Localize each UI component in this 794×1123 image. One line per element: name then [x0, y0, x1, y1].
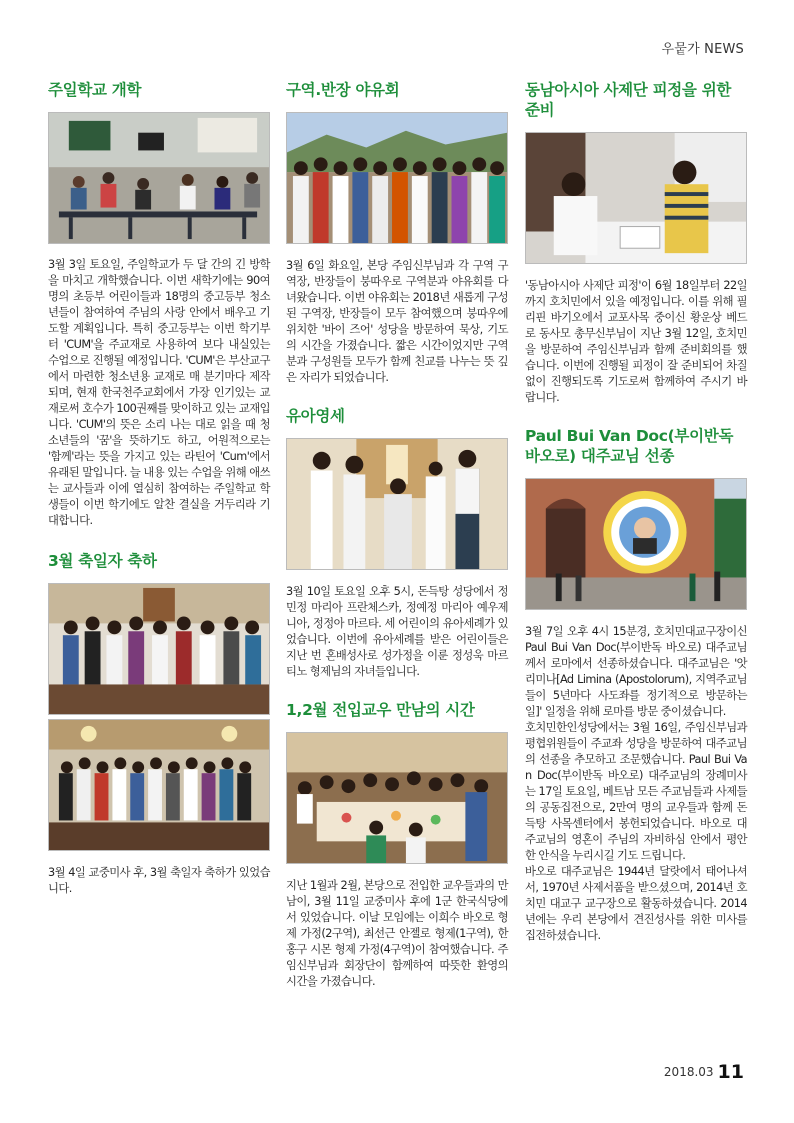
- archbishop-text-1: 3월 7일 오후 4시 15분경, 호치민대교구장이신 Paul Bui Van Doc(부이반독 바오로) 대주교님께서 로마에서 선종하셨습니다. 대주교님은 '앗리미나[Ad Limina (Apostolorum), 지역주교님들이 5년마다 사도좌를 정기적으로 방문하는 일]' 일정을 위해 로마를 방문 중이셨습니다.: [525, 625, 747, 718]
- new-parishioners-text: 지난 1월과 2월, 본당으로 전입한 교우들과의 만남이, 3월 11일 교중미사 후에 1군 한국식당에서 있었습니다. 이날 모임에는 이희수 바오로 형제 가정(2구역), 최선근 안젤로 형제(1구역), 한홍구 시몬 형제 가정(4구역)이 참여했습니다. 주임신부님과 회장단이 함께하여 따뜻한 환영의 시간을 가졌습니다.: [286, 879, 508, 988]
- column-left: [48, 80, 270, 897]
- column-middle: [286, 80, 508, 990]
- birthdays-heading: 3월 축일자 축하: [48, 552, 157, 570]
- sunday-school-heading: 주일학교 개학: [48, 81, 142, 99]
- newsletter-title: 우뭍가 NEWS: [661, 42, 744, 57]
- infant-baptism-photo: [286, 438, 508, 570]
- archbishop-heading: Paul Bui Van Doc(부이반독 바오로) 대주교님 선종: [525, 427, 734, 465]
- birthdays-photo-1: [48, 583, 270, 715]
- column-right: [525, 80, 747, 944]
- district-text: 3월 6일 화요일, 본당 주임신부님과 각 구역 구역장, 반장들이 붕따우로 구역분과 야유회를 다녀왔습니다. 이번 야유회는 2018년 새롭게 구성된 구역장, 반장들이 모두 참여했으며 붕따우에 위치한 '바이 즈어' 성당을 방문하여 묵상, 기도의 시간을 가졌습니다. 짧은 시간이었지만 구역분과 구성원들 모두가 함께 친교를 나누는 뜻 깊은 자리가 되었습니다.: [286, 259, 508, 384]
- archbishop-text-3: 바오로 대주교님은 1944년 달랏에서 태어나셔서, 1970년 사제서품을 받으셨으며, 2014년 호치민 대교구 교구장으로 활동하셨습니다. 2014년에는 우리 본당에서 견진성사를 위한 미사를 집전하셨습니다.: [525, 865, 747, 942]
- priest-retreat-photo: [525, 132, 747, 264]
- new-parishioners-heading: 1,2월 전입교우 만남의 시간: [286, 701, 475, 719]
- birthdays-text: 3월 4일 교중미사 후, 3월 축일자 축하가 있었습니다.: [48, 866, 270, 895]
- new-parishioners-photo: [286, 732, 508, 864]
- priest-retreat-text: '동남아시아 사제단 피정'이 6월 18일부터 22일까지 호치민에서 있을 예정입니다. 이를 위해 필리핀 바기오에서 교포사목 중이신 황운상 베드로 동사모 총무신부님이 지난 3월 12일, 호치민을 방문하여 주임신부님과 함께 준비회의를 했습니다. 이번에 진행될 피정이 잘 준비되어 차질 없이 진행되도록 기도로써 함께하여 주시기 바랍니다.: [525, 279, 747, 404]
- sunday-school-photo: [48, 112, 270, 244]
- district-heading: 구역.반장 야유회: [286, 81, 400, 99]
- infant-baptism-text: 3월 10일 토요일 오후 5시, 돈득탕 성당에서 정민정 마리아 프란체스카, 정예정 마리아 예우제니아, 정정아 마르타. 세 어린이의 유아세례가 있었습니다. 이번에 유아세례를 받은 어린이들은 지난 번 혼배성사로 성가정을 이룬 정성욱 마르티노 형제님의 자녀들입니다.: [286, 585, 508, 678]
- archbishop-text-2: 호치민한인성당에서는 3월 16일, 주임신부님과 평협위원들이 주교좌 성당을 방문하여 대주교님의 선종을 추모하고 조문했습니다. Paul Bui Van Doc(부이반독 바오로) 대주교님의 장례미사는 17일 토요일, 베트남 모든 주교님들과 사제들의 공동집전으로, 2만여 명의 교우들과 함께 돈득탕 사목센터에서 봉헌되었습니다. 바오로 대주교님의 영혼이 주님의 자비하심 안에서 평안한 안식을 누리시길 기도 드립니다.: [525, 721, 747, 862]
- archbishop-photo: [525, 478, 747, 610]
- page-number: 11: [717, 1061, 744, 1083]
- district-photo: [286, 112, 508, 244]
- issue-date: 2018.03: [663, 1065, 714, 1079]
- page-footer: [664, 1061, 744, 1083]
- sunday-school-text: 3월 3일 토요일, 주일학교가 두 달 간의 긴 방학을 마치고 개학했습니다. 이번 새학기에는 90여명의 초등부 어린이들과 18명의 중고등부 청소년들이 참여하여 주님의 사랑 안에서 배우고 기도할 계획입니다. 특히 중고등부는 이번 학기부터 'CUM'을 주교재로 사용하여 보다 내실있는 수업으로 진행될 예정입니다. 'CUM'은 부산교구에서 마련한 청소년용 교재로 매 분기마다 제작되며, 현재 한국천주교회에서 가장 인기있는 교재로써 호수가 100권째를 맞이하고 있는 교재입니다. 'CUM'의 뜻은 소리 나는 대로 읽을 때 청소년들의 '꿈'을 뜻하기도 하고, 어원적으로는 '함께'라는 뜻을 가지고 있는 라틴어 'Cum'에서 유래된 말입니다. 늘 내용 있는 수업을 위해 애쓰는 교사들과 이에 열심히 참여하는 주일학교 학생들이 이번 학기에도 알찬 결실을 거두리라 기대합니다.: [48, 258, 270, 527]
- priest-retreat-heading: 동남아시아 사제단 피정을 위한 준비: [525, 81, 732, 119]
- infant-baptism-heading: 유아영세: [286, 407, 345, 425]
- birthdays-photo-2: [48, 719, 270, 851]
